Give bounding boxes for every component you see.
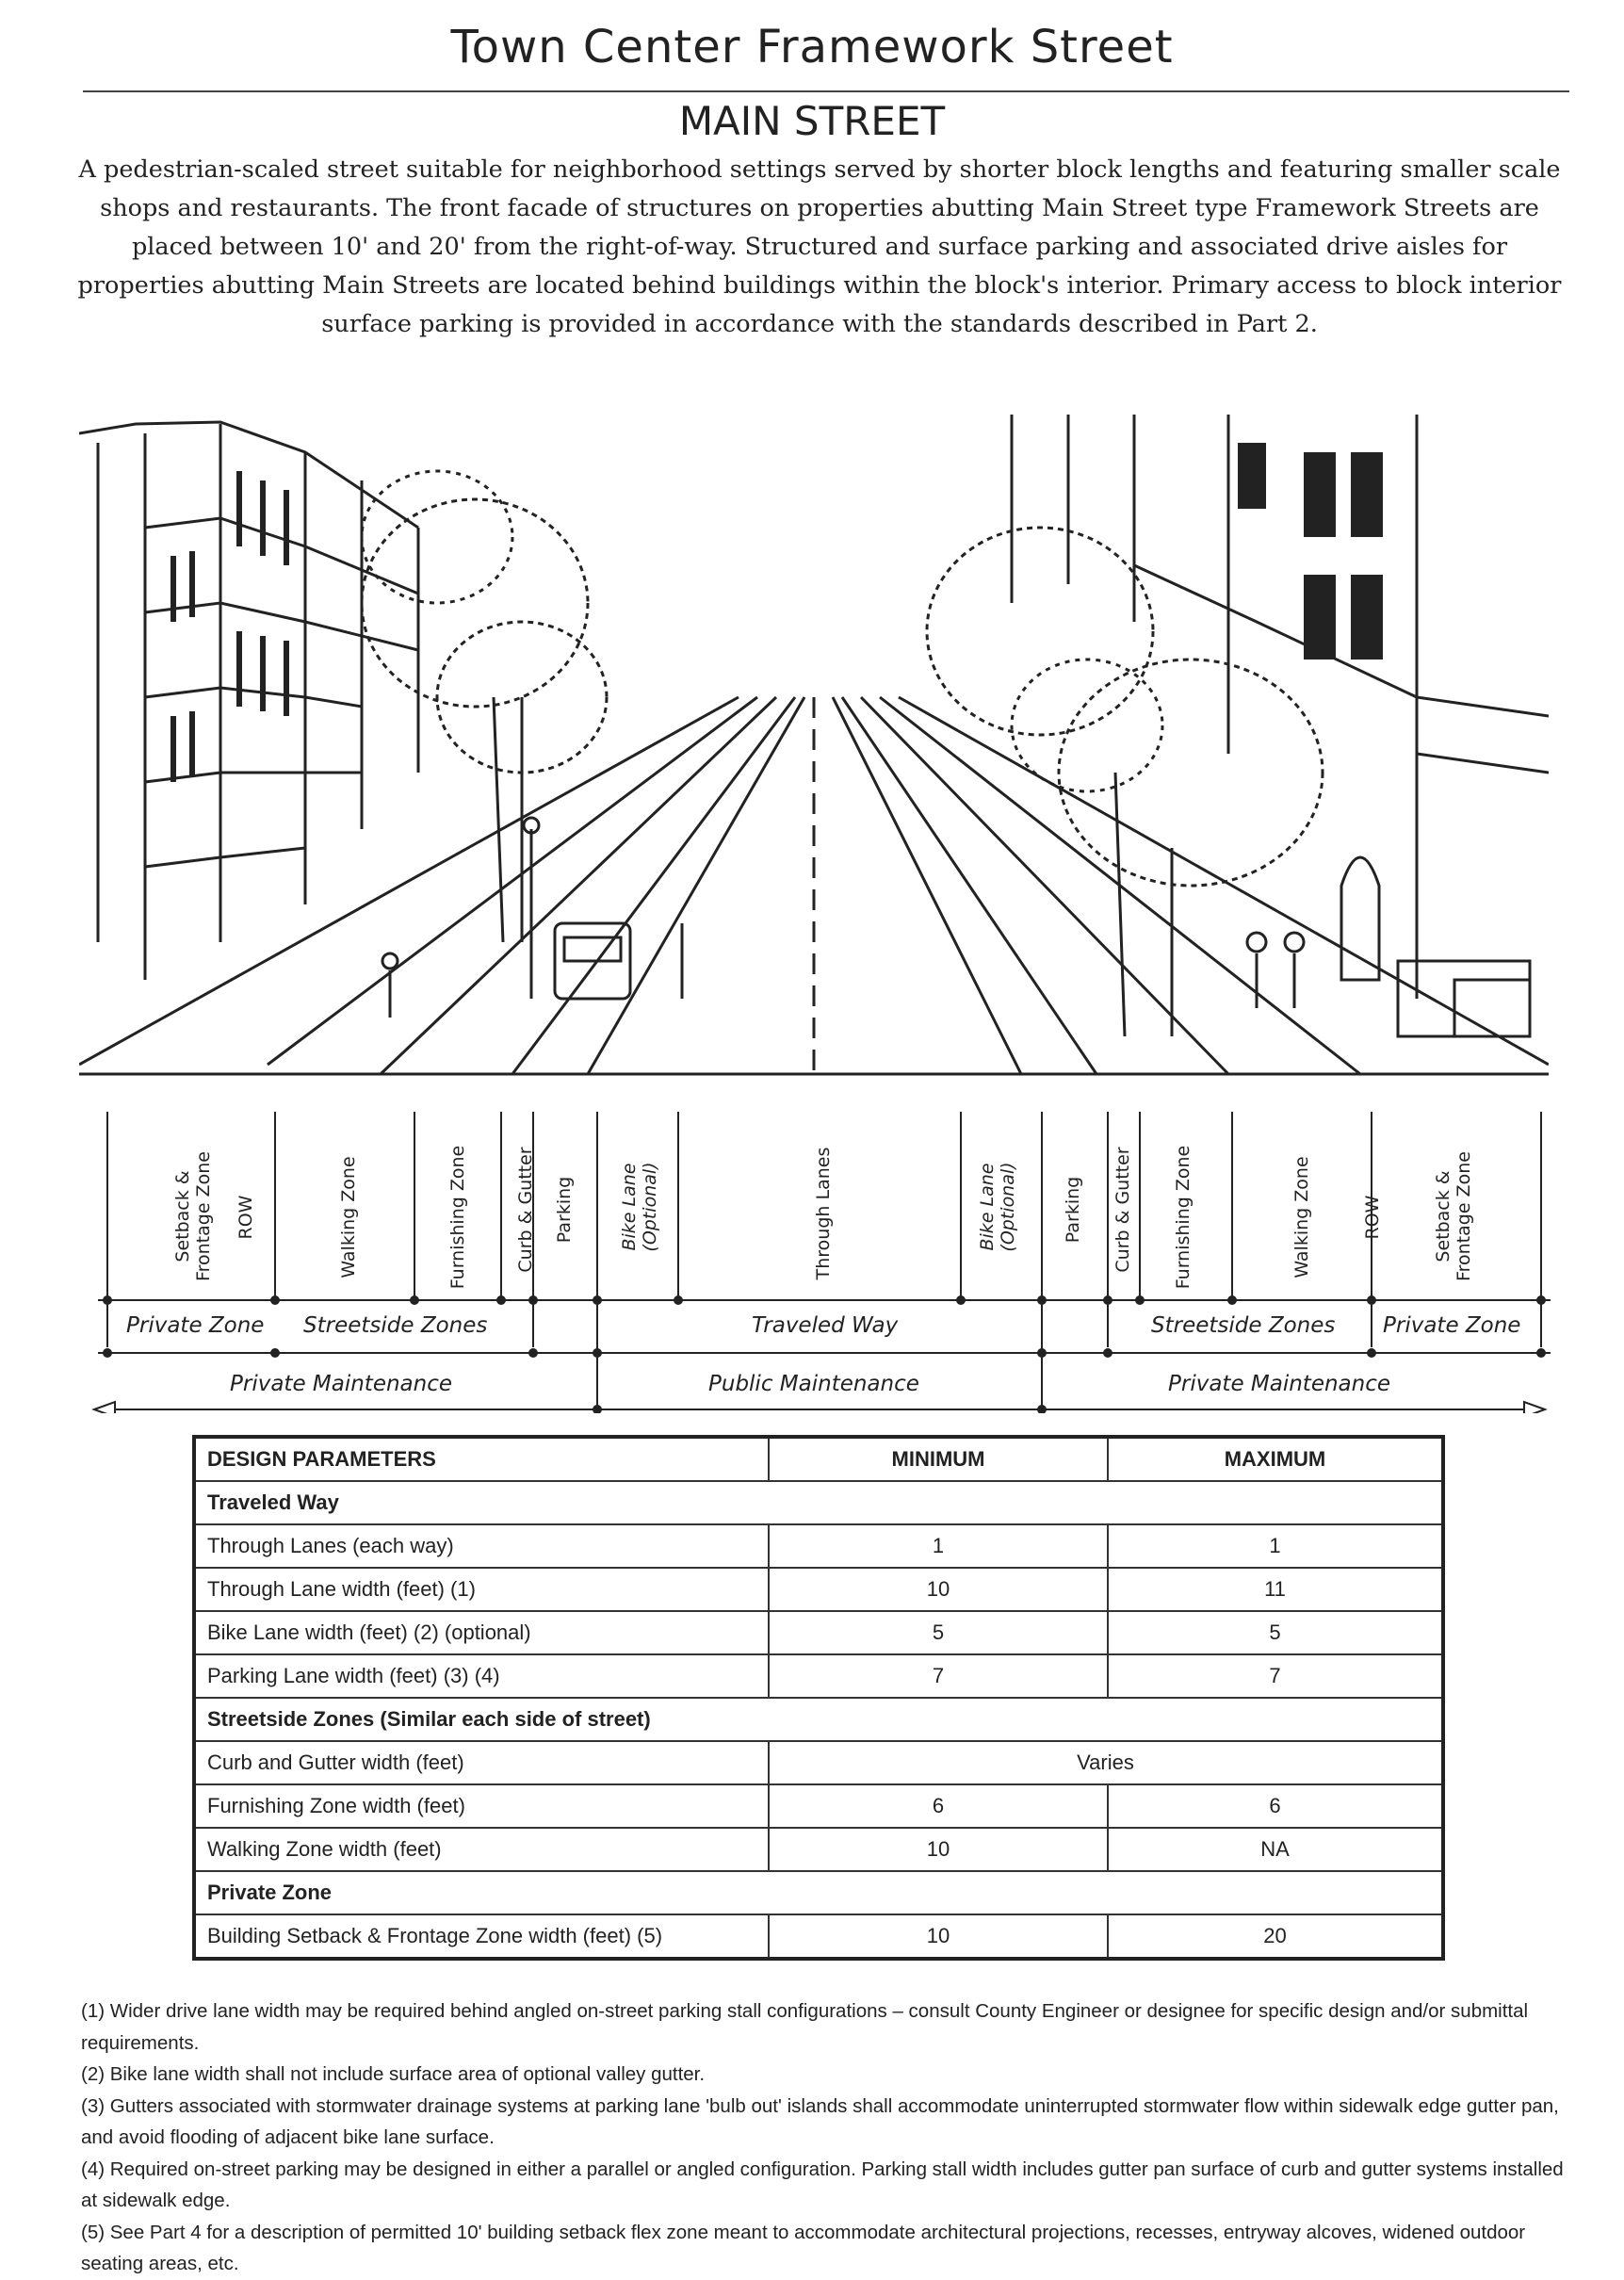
row-label: Through Lanes (each way) xyxy=(194,1524,769,1568)
zone-label-walking-left: Walking Zone xyxy=(338,1156,359,1278)
header-design-parameters: DESIGN PARAMETERS xyxy=(194,1437,769,1481)
row-min: 6 xyxy=(769,1784,1108,1828)
footnote-1: (1) Wider drive lane width may be required behind angled on-street parking stall configurations – consult County Engineer or designee for specific design and/or submittal requirements. xyxy=(81,2000,1529,2054)
zone-label-bike-left: Bike Lane (Optional) xyxy=(619,1162,660,1252)
zone-label-setback-left: Setback & Frontage Zone xyxy=(172,1151,214,1281)
group-traveled-way: Traveled Way xyxy=(194,1481,1443,1524)
row-max: 5 xyxy=(1108,1611,1443,1654)
zone-label-row-right: ROW xyxy=(1362,1195,1383,1240)
row-label: Furnishing Zone width (feet) xyxy=(194,1784,769,1828)
table-header-row xyxy=(194,1437,1443,1481)
table-row xyxy=(194,1654,1443,1698)
group-label-streetside-right: Streetside Zones xyxy=(1151,1313,1336,1338)
row-max: 20 xyxy=(1108,1914,1443,1959)
group-label-private-zone-left: Private Zone xyxy=(126,1313,265,1338)
zone-label-furnishing-left: Furnishing Zone xyxy=(447,1145,468,1290)
maintenance-label-private-left: Private Maintenance xyxy=(230,1372,453,1396)
zone-label-bike-right: Bike Lane (Optional) xyxy=(977,1162,1018,1252)
table-group-row xyxy=(194,1481,1443,1524)
footnote-4: (4) Required on-street parking may be designed in either a parallel or angled configuration. Parking stall width includes gutter pan surface of curb and gutter systems installed at sidewalk edge. xyxy=(81,2158,1564,2211)
design-parameters-table xyxy=(192,1435,1445,1961)
group-private-zone: Private Zone xyxy=(194,1871,1443,1914)
section-title: MAIN STREET xyxy=(678,98,946,144)
table-group-row xyxy=(194,1698,1443,1741)
row-label: Curb and Gutter width (feet) xyxy=(194,1741,769,1784)
table-row xyxy=(194,1741,1443,1784)
table-row xyxy=(194,1914,1443,1959)
document-title: Town Center Framework Street xyxy=(450,21,1174,73)
table-group-row xyxy=(194,1871,1443,1914)
row-min: 10 xyxy=(769,1914,1108,1959)
group-streetside-zones: Streetside Zones (Similar each side of street) xyxy=(194,1698,1443,1741)
row-max: 11 xyxy=(1108,1568,1443,1611)
footnotes xyxy=(81,1995,1569,2280)
zone-label-through-lanes: Through Lanes xyxy=(813,1147,834,1280)
row-max: 1 xyxy=(1108,1524,1443,1568)
table-row xyxy=(194,1828,1443,1871)
row-label: Through Lane width (feet) (1) xyxy=(194,1568,769,1611)
row-label: Bike Lane width (feet) (2) (optional) xyxy=(194,1611,769,1654)
group-label-private-zone-right: Private Zone xyxy=(1383,1313,1521,1338)
zone-label-curb-right: Curb & Gutter xyxy=(1112,1147,1133,1273)
footnote-3: (3) Gutters associated with stormwater drainage systems at parking lane 'bulb out' islands shall accommodate uninterrupted stormwater flow within sidewalk edge gutter pan, and avoid flooding of adjacent bike lane surface. xyxy=(81,2094,1559,2148)
row-min: 1 xyxy=(769,1524,1108,1568)
zone-label-walking-right: Walking Zone xyxy=(1291,1156,1312,1278)
table-row xyxy=(194,1524,1443,1568)
header-maximum: MAXIMUM xyxy=(1108,1437,1443,1481)
maintenance-label-public: Public Maintenance xyxy=(708,1372,919,1396)
maintenance-label-private-right: Private Maintenance xyxy=(1168,1372,1391,1396)
row-label: Building Setback & Frontage Zone width (feet) (5) xyxy=(194,1914,769,1959)
zone-label-setback-right: Setback & Frontage Zone xyxy=(1433,1151,1474,1281)
row-min: 10 xyxy=(769,1828,1108,1871)
row-min: 5 xyxy=(769,1611,1108,1654)
zone-label-furnishing-right: Furnishing Zone xyxy=(1173,1145,1194,1290)
footnote-2: (2) Bike lane width shall not include surface area of optional valley gutter. xyxy=(81,2063,706,2085)
row-max: 6 xyxy=(1108,1784,1443,1828)
row-min: 7 xyxy=(769,1654,1108,1698)
row-span-value: Varies xyxy=(769,1741,1443,1784)
row-label: Parking Lane width (feet) (3) (4) xyxy=(194,1654,769,1698)
intro-paragraph: A pedestrian-scaled street suitable for neighborhood settings served by shorter block lengths and featuring smaller scale shops and restaurants. The front facade of structures on properties abutting Main Street type Framework Streets are placed between 10' and 20' from the right-of-way. Structured and surface parking and associated drive aisles for properties abutting Main Streets are located behind buildings within the block's interior. Primary access to block interior surface parking is provided in accordance with the standards described in Part 2. xyxy=(77,155,1562,338)
header-minimum: MINIMUM xyxy=(769,1437,1108,1481)
group-label-traveled-way: Traveled Way xyxy=(752,1313,899,1338)
row-max: NA xyxy=(1108,1828,1443,1871)
zone-label-row-left: ROW xyxy=(235,1195,256,1240)
row-min: 10 xyxy=(769,1568,1108,1611)
group-label-streetside-left: Streetside Zones xyxy=(303,1313,488,1338)
zone-label-parking-left: Parking xyxy=(554,1176,575,1244)
zone-label-parking-right: Parking xyxy=(1063,1176,1083,1244)
table-row xyxy=(194,1611,1443,1654)
row-label: Walking Zone width (feet) xyxy=(194,1828,769,1871)
footnote-5: (5) See Part 4 for a description of permitted 10' building setback flex zone meant to accommodate architectural projections, recesses, entryway alcoves, widened outdoor seating areas, etc. xyxy=(81,2221,1526,2274)
zone-label-curb-left: Curb & Gutter xyxy=(515,1147,536,1273)
table-row xyxy=(194,1568,1443,1611)
row-max: 7 xyxy=(1108,1654,1443,1698)
table-row xyxy=(194,1784,1443,1828)
